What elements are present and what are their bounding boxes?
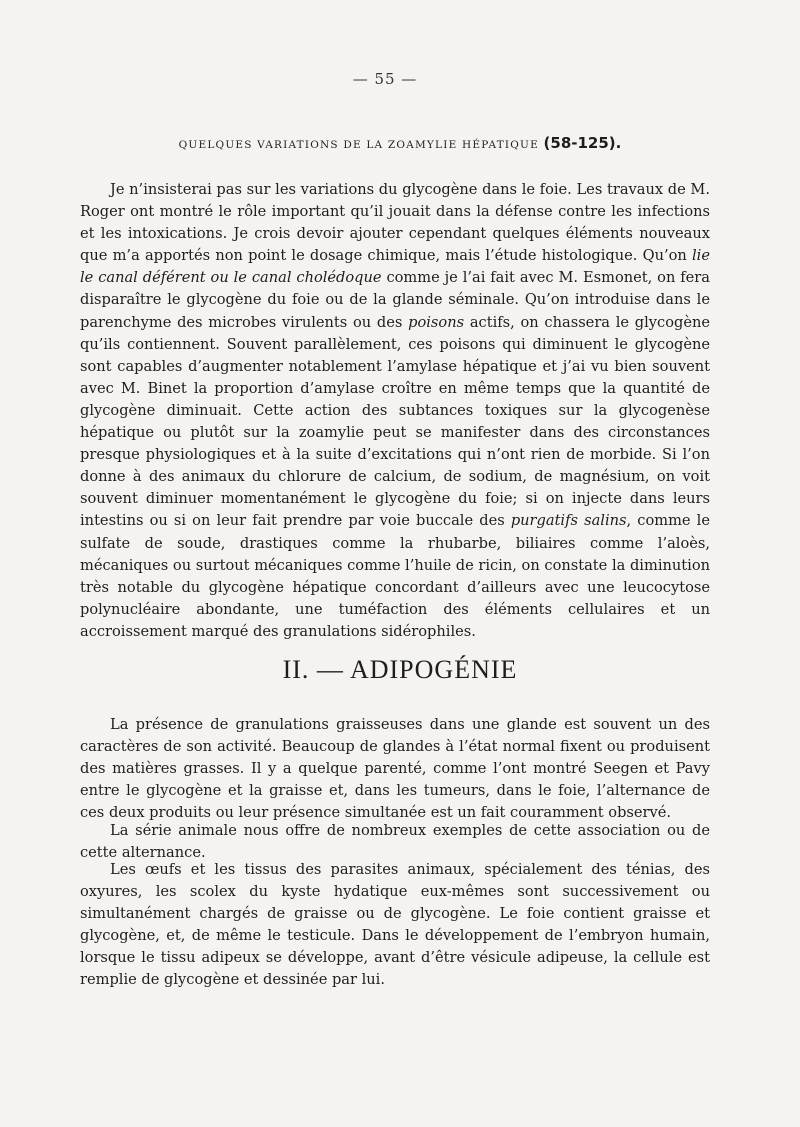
paragraph-glycogen bbox=[80, 179, 710, 643]
section-heading bbox=[80, 134, 720, 152]
paragraph-text: actifs, on chassera le glycogène qu’ils contiennent. Souvent parallèlement, ces poisons qui diminuent le glycogène sont capables d’augmenter notablement l’amylase hépatique et j’ai vu bien souvent avec M. Binet la proportion d’amylase croître en même temps que la quantité de glycogène diminuait. Cette action des subtances toxiques sur la glycogenèse hépatique ou plutôt sur la zoamylie peut se manifester dans des circonstances presque physiologiques et à la suite d’excitations qui n’ont rien de morbide. Si l’on donne à des animaux du chlorure de calcium, de sodium, de magnésium, on voit souvent diminuer momentanément le glycogène du foie; si on injecte dans leurs intestins ou si on leur fait prendre par voie buccale des bbox=[80, 313, 710, 530]
paragraph-text: Les œufs et les tissus des parasites animaux, spécialement des ténias, des oxyures, les scolex du kyste hydatique eux-mêmes sont successivement ou simultanément chargés de graisse ou de glycogène. Le foie contient graisse et glycogène, et, de même le testicule. Dans le développement de l’embryon humain, lorsque le tissu adipeux se développe, avant d’être vésicule adipeuse, la cellule est remplie de glycogène et dessinée par lui. bbox=[80, 861, 710, 989]
paragraph-text: La série animale nous offre de nombreux exemples de cette association ou de cette alternance. bbox=[80, 822, 710, 862]
paragraph-text: comme je l’ai fait avec M. Esmonet, on fera disparaître le glycogène du foie ou de la glande séminale. Qu’on introduise dans le parenchyme des microbes virulents ou des bbox=[80, 269, 710, 331]
italic-phrase: lie le canal déférent ou le canal cholédoque bbox=[80, 247, 710, 287]
paragraph-animal-series bbox=[80, 820, 710, 864]
section-heading-text: QUELQUES VARIATIONS DE LA ZOAMYLIE HÉPATIQUE bbox=[178, 139, 539, 151]
italic-phrase: purgatifs salins bbox=[510, 512, 627, 530]
chapter-title: II. — ADIPOGÉNIE bbox=[282, 655, 518, 684]
italic-phrase: poisons bbox=[408, 313, 465, 331]
section-heading-refs: (58-125). bbox=[543, 134, 622, 152]
paragraph-text: Je n’insisterai pas sur les variations du glycogène dans le foie. Les travaux de M. Roger ont montré le rôle important qu’il jouait dans la défense contre les infections et les intoxications. Je crois devoir ajouter cependant quelques éléments nouveaux que m’a apportés non point le dosage chimique, mais l’étude histologique. Qu’on bbox=[80, 181, 710, 265]
paragraph-text: La présence de granulations graisseuses dans une glande est souvent un des caractères de son activité. Beaucoup de glandes à l’état normal fixent ou produisent des matières grasses. Il y a quelque parenté, comme l’ont montré Seegen et Pavy entre le glycogène et la graisse et, dans les tumeurs, dans le foie, l’alternance de ces deux produits ou leur présence simultanée est un fait couramment observé. bbox=[80, 716, 710, 822]
paragraph-parasites bbox=[80, 859, 710, 992]
page-number: — 55 — bbox=[352, 70, 418, 88]
paragraph-text: , comme le sulfate de soude, drastiques comme la rhubarbe, biliaires comme l’aloès, mécaniques ou surtout mécaniques comme l’huile de ricin, on constate la diminution très notable du glycogène hépatique concordant d’ailleurs avec une leucocytose polynucléaire abondante, une tuméfaction des éléments cellulaires et un accroissement marqué des granulations sidérophiles. bbox=[80, 512, 710, 640]
paragraph-adipogenie-intro bbox=[80, 714, 710, 824]
